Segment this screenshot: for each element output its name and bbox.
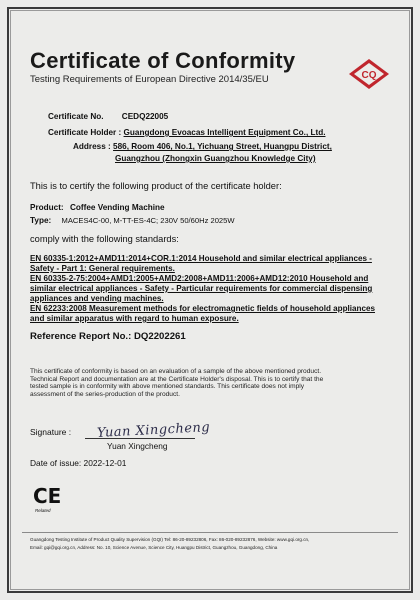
ce-mark-icon: CE: [33, 484, 62, 508]
type-label: Type:: [30, 216, 52, 225]
page-title: Certificate of Conformity: [30, 48, 296, 73]
address-line-2-row: [115, 154, 316, 163]
type-row: [30, 216, 235, 225]
svg-text:CQ: CQ: [361, 70, 377, 81]
standard-en-60335-1: EN 60335-1:2012+AMD11:2014+COR.1:2014 Household and similar electrical appliances - Safety - Part 1: General requirements.: [30, 254, 372, 273]
disclaimer-line: assessment of the series-production of the product.: [30, 390, 180, 398]
handwritten-signature: Yuan Xingcheng: [96, 420, 211, 441]
address-row: [73, 142, 332, 151]
disclaimer-line: This certificate of conformity is based on an evaluation of a sample of the above mentioned product.: [30, 368, 322, 375]
footer-contact-line: Guangdong Testing Institute of Product Quality Supervision (GQI) Tel: 86-20-89232806, Fax: 86-020-89232876, Website: www.gqi.org.cn,: [30, 537, 310, 542]
report-label: Reference Report No.:: [30, 331, 132, 342]
issue-date-label: Date of issue:: [30, 458, 82, 468]
report-row: [30, 331, 186, 342]
product-row: [30, 203, 165, 212]
address-line-1: 586, Room 406, No.1, Yichuang Street, Huangpu District,: [113, 142, 332, 151]
signature-label: Signature :: [30, 427, 72, 437]
ce-mark-caption: Related: [35, 508, 51, 513]
footer-address-line: Email: gqi@gqi.org.cn, Address: No. 10, Science Avenue, Science City, Huangpu District, Guangzhou, Guangdong, China: [30, 545, 278, 550]
certificate-number-label: Certificate No.: [48, 112, 104, 121]
certificate-number-value: CEDQ22005: [121, 112, 169, 121]
footer-divider: [22, 532, 398, 533]
product-value: Coffee Vending Machine: [69, 203, 165, 212]
certify-statement: This is to certify the following product of the certificate holder:: [30, 181, 282, 191]
certificate-holder-row: [48, 128, 326, 137]
signature-line: [85, 438, 195, 439]
address-label: Address :: [73, 142, 111, 151]
holder-value: Guangdong Evoacas Intelligent Equipment Co., Ltd.: [123, 128, 326, 137]
disclaimer-line: Technical Report and documentation are at the Certificate Holder's disposal. This is to certify that the: [30, 375, 324, 383]
holder-label: Certificate Holder :: [48, 128, 122, 137]
disclaimer-line: tested sample is in conformity with above mentioned standards. This certificate does not imply: [30, 383, 305, 391]
report-value: DQ2202261: [133, 331, 186, 342]
certificate-number-row: [48, 112, 168, 121]
cqc-diamond-logo-icon: [348, 58, 390, 90]
issue-date-value: 2022-12-01: [83, 458, 127, 468]
disclaimer-text: [30, 368, 380, 398]
product-label: Product:: [30, 203, 64, 212]
signatory-name: Yuan Xingcheng: [107, 441, 168, 451]
standard-en-60335-2-75: EN 60335-2-75:2004+AMD1:2005+AMD2:2008+AMD11:2006+AMD12:2010 Household and similar electrical appliances - Safety - Particular requirements for commercial dispensing appliances and vending machines.: [30, 274, 373, 303]
address-line-2: Guangzhou (Zhongxin Guangzhou Knowledge City): [115, 154, 316, 163]
directive-subtitle: Testing Requirements of European Directive 2014/35/EU: [30, 74, 269, 85]
issue-date-row: [30, 458, 126, 468]
standard-en-62233: EN 62233:2008 Measurement methods for electromagnetic fields of household appliances and similar apparatus with regard to human exposure.: [30, 304, 375, 323]
type-value: MACES4C-00, M-TT-ES-4C; 230V 50/60Hz 2025W: [61, 216, 235, 225]
comply-statement: comply with the following standards:: [30, 234, 179, 244]
